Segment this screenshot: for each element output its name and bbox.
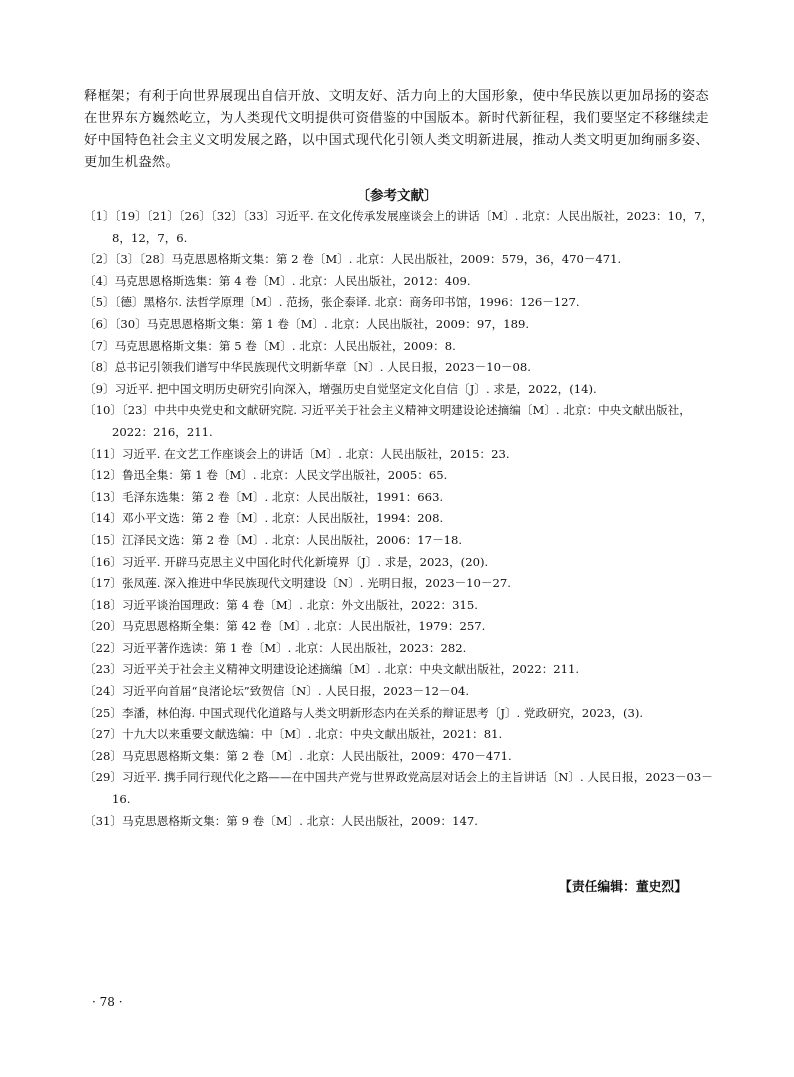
reference-item: 〔29〕习近平. 携手同行现代化之路——在中国共产党与世界政党高层对话会上的主旨讲话〔N〕. 人民日报，2023－03－16. — [84, 770, 713, 807]
reference-item: 〔16〕习近平. 开辟马克思主义中国化时代化新境界〔J〕. 求是，2023，(20). — [84, 554, 489, 569]
reference-item: 〔11〕习近平. 在文艺工作座谈会上的讲话〔M〕. 北京：人民出版社，2015：23. — [84, 446, 510, 461]
reference-item: 〔12〕鲁迅全集：第 1 卷〔M〕. 北京：人民文学出版社，2005：65. — [84, 468, 448, 483]
body-text — [84, 86, 712, 174]
reference-item: 〔24〕习近平向首届“良渚论坛”致贺信〔N〕. 人民日报，2023－12－04. — [84, 684, 470, 699]
reference-item: 〔25〕李潘，林伯海. 中国式现代化道路与人类文明新形态内在关系的辩证思考〔J〕. 党政研究，2023，(3). — [84, 705, 644, 720]
references-list — [84, 206, 714, 832]
reference-item: 〔14〕邓小平文选：第 2 卷〔M〕. 北京：人民出版社，1994：208. — [84, 511, 444, 526]
reference-item: 〔23〕习近平关于社会主义精神文明建设论述摘编〔M〕. 北京：中央文献出版社，2022：211. — [84, 662, 580, 677]
body-paragraph: 释框架；有利于向世界展现出自信开放、文明友好、活力向上的大国形象，使中华民族以更加昂扬的姿态在世界东方巍然屹立，为人类现代文明提供可资借鉴的中国版本。新时代新征程，我们要坚定不移继续走好中国特色社会主义文明发展之路，以中国式现代化引领人类文明新进展，推动人类文明更加绚丽多姿、更加生机盎然。 — [84, 89, 710, 170]
reference-item: 〔8〕总书记引领我们谱写中华民族现代文明新华章〔N〕. 人民日报，2023－10－08. — [84, 360, 531, 375]
reference-item: 〔22〕习近平著作选读：第 1 卷〔M〕. 北京：人民出版社，2023：282. — [84, 640, 467, 655]
reference-item: 〔31〕马克思恩格斯文集：第 9 卷〔M〕. 北京：人民出版社，2009：147. — [84, 813, 478, 828]
reference-item: 〔28〕马克思恩格斯文集：第 2 卷〔M〕. 北京：人民出版社，2009：470－471. — [84, 748, 512, 763]
reference-item: 〔4〕马克思恩格斯选集：第 4 卷〔M〕. 北京：人民出版社，2012：409. — [84, 273, 471, 288]
reference-item: 〔1〕〔19〕〔21〕〔26〕〔32〕〔33〕习近平. 在文化传承发展座谈会上的讲话〔M〕. 北京：人民出版社，2023：10，7，8，12，7，6. — [84, 209, 713, 245]
references-heading: 〔参考文献〕 — [356, 188, 438, 204]
reference-item: 〔6〕〔30〕马克思恩格斯文集：第 1 卷〔M〕. 北京：人民出版社，2009：97，189. — [84, 316, 530, 331]
reference-item: 〔20〕马克思恩格斯全集：第 42 卷〔M〕. 北京：人民出版社，1979：257. — [84, 619, 486, 634]
reference-item: 〔9〕习近平. 把中国文明历史研究引向深入，增强历史自觉坚定文化自信〔J〕. 求是，2022，(14). — [84, 381, 597, 396]
responsible-editor: 【责任编辑：董史烈】 — [559, 880, 687, 895]
reference-item: 〔7〕马克思恩格斯文集：第 5 卷〔M〕. 北京：人民出版社，2009：8. — [84, 338, 456, 353]
reference-item: 〔27〕十九大以来重要文献选编：中〔M〕. 北京：中央文献出版社，2021：81. — [84, 727, 503, 742]
reference-item: 〔2〕〔3〕〔28〕马克思恩格斯文集：第 2 卷〔M〕. 北京：人民出版社，2009：579，36，470－471. — [84, 252, 622, 267]
reference-item: 〔17〕张凤莲. 深入推进中华民族现代文明建设〔N〕. 光明日报，2023－10－27. — [84, 576, 511, 591]
reference-item: 〔18〕习近平谈治国理政：第 4 卷〔M〕. 北京：外文出版社，2022：315. — [84, 597, 478, 612]
reference-item: 〔10〕〔23〕中共中央党史和文献研究院. 习近平关于社会主义精神文明建设论述摘编〔M〕. 北京：中央文献出版社，2022：216，211. — [84, 403, 691, 439]
page-number: · 78 · — [92, 995, 123, 1009]
reference-item: 〔13〕毛泽东选集：第 2 卷〔M〕. 北京：人民出版社，1991：663. — [84, 489, 444, 504]
reference-item: 〔15〕江泽民文选：第 2 卷〔M〕. 北京：人民出版社，2006：17－18. — [84, 532, 463, 547]
reference-item: 〔5〕〔德〕黑格尔. 法哲学原理〔M〕. 范扬，张企泰译. 北京：商务印书馆，1996：126－127. — [84, 295, 580, 310]
